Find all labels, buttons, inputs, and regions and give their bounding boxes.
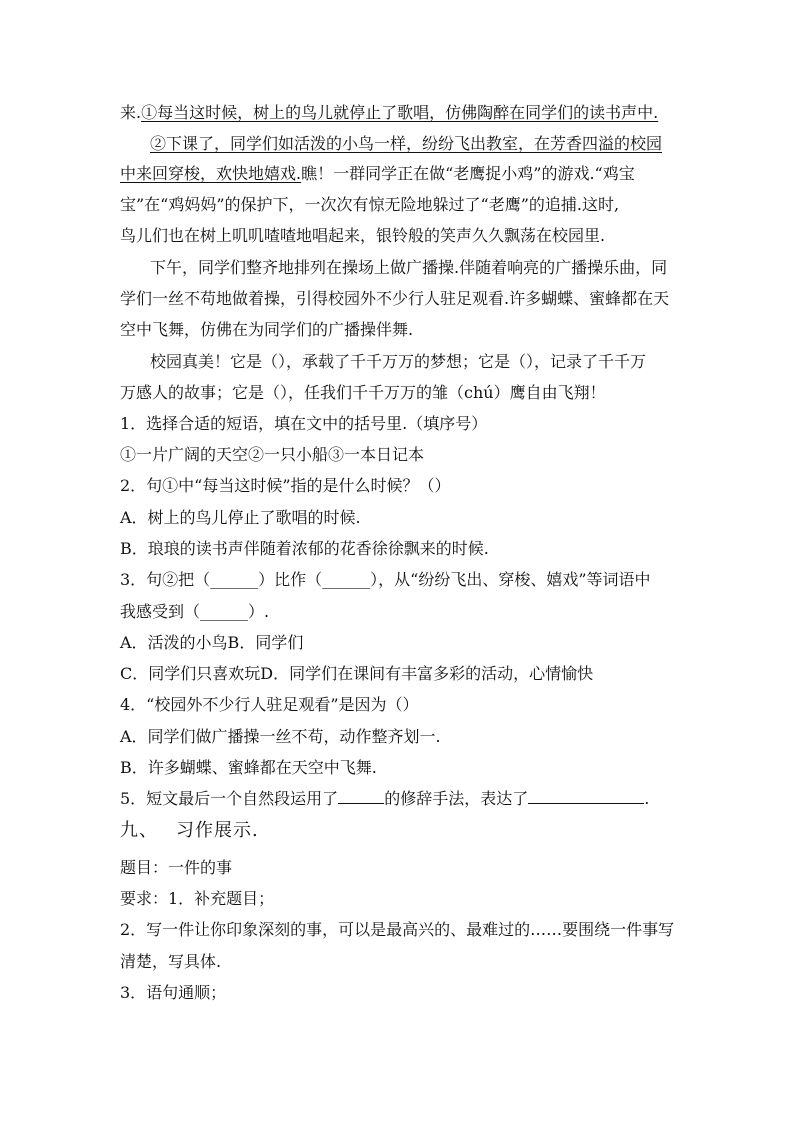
section-title: 习作展示. xyxy=(176,820,259,841)
essay-requirement: 要求：1．补充题目； xyxy=(120,889,275,908)
question-2-option-a: A．树上的鸟儿停止了歌唱的时候. xyxy=(120,508,361,527)
question-5-text: 5．短文最后一个自然段运用了 xyxy=(120,789,339,808)
passage-line: 学们一丝不苟地做着操，引得校园外不少行人驻足观看.许多蝴蝶、蜜蜂都在天 xyxy=(120,289,670,308)
answer-blank[interactable] xyxy=(338,802,384,804)
essay-requirement-cont: 清楚，写具体. xyxy=(120,952,222,971)
question-1: 1．选择合适的短语，填在文中的括号里.（填序号） xyxy=(120,414,488,433)
question-1-options: ①一片广阔的天空②一只小船③一本日记本 xyxy=(120,445,425,464)
section-heading xyxy=(120,821,680,841)
essay-requirement: 3．语句通顺； xyxy=(120,983,227,1002)
passage-line: 下午，同学们整齐地排列在操场上做广播操.伴随着响亮的广播操乐曲，同 xyxy=(150,258,668,277)
question-2-option-b: B．琅琅的读书声伴随着浓郁的花香徐徐飘来的时候. xyxy=(120,539,489,558)
passage-line xyxy=(120,164,680,184)
question-3-cont: 我感受到（______）. xyxy=(120,602,270,621)
answer-blank[interactable] xyxy=(528,802,644,804)
question-3-options-cd: C．同学们只喜欢玩D．同学们在课间有丰富多彩的活动，心情愉快 xyxy=(120,664,594,683)
question-4: 4．“校园外不少行人驻足观看”是因为（） xyxy=(120,695,419,714)
question-3: 3．句②把（______）比作（______），从“纷纷飞出、穿梭、嬉戏”等词语中 xyxy=(120,570,651,589)
passage-line: 空中飞舞，仿佛在为同学们的广播操伴舞. xyxy=(120,320,414,339)
question-5-text: 的修辞手法，表达了 xyxy=(384,789,529,808)
passage-line: 万感人的故事；它是（），任我们千千万万的雏（chú）鹰自由飞翔！ xyxy=(120,383,606,402)
passage-text: 瞧！一群同学正在做“老鹰捉小鸡”的游戏.“鸡宝 xyxy=(301,164,635,183)
passage-text: 来. xyxy=(120,103,142,122)
question-2: 2．句①中“每当这时候”指的是什么时候？（） xyxy=(120,476,451,495)
essay-topic: 题目：一件的事 xyxy=(120,858,233,877)
question-4-option-a: A．同学们做广播操一丝不苟，动作整齐划一. xyxy=(120,727,441,746)
question-5-text: . xyxy=(644,789,650,808)
question-3-options-ab: A．活泼的小鸟B．同学们 xyxy=(120,633,304,652)
passage-line xyxy=(150,134,710,154)
passage-line xyxy=(120,103,680,123)
section-number: 九、 xyxy=(120,820,158,841)
passage-line: 宝”在“鸡妈妈”的保护下，一次次有惊无险地躲过了“老鹰”的追捕.这时, xyxy=(120,195,620,214)
essay-requirement: 2．写一件让你印象深刻的事，可以是最高兴的、最难过的……要围绕一件事写 xyxy=(120,920,675,939)
passage-line: 鸟儿们也在树上叽叽喳喳地唱起来，银铃般的笑声久久飘荡在校园里. xyxy=(120,226,606,245)
underlined-sentence-2-cont: 中来回穿梭，欢快地嬉戏. xyxy=(120,164,302,183)
passage-line: 校园真美！它是（），承载了千千万万的梦想；它是（），记录了千千万 xyxy=(150,352,647,371)
underlined-sentence-2: ②下课了，同学们如活泼的小鸟一样，纷纷飞出教室，在芳香四溢的校园 xyxy=(150,134,663,153)
underlined-sentence-1: ①每当这时候，树上的鸟儿就停止了歌唱，仿佛陶醉在同学们的读书声中. xyxy=(141,103,659,122)
question-4-option-b: B．许多蝴蝶、蜜蜂都在天空中飞舞. xyxy=(120,758,377,777)
question-5 xyxy=(120,789,680,809)
